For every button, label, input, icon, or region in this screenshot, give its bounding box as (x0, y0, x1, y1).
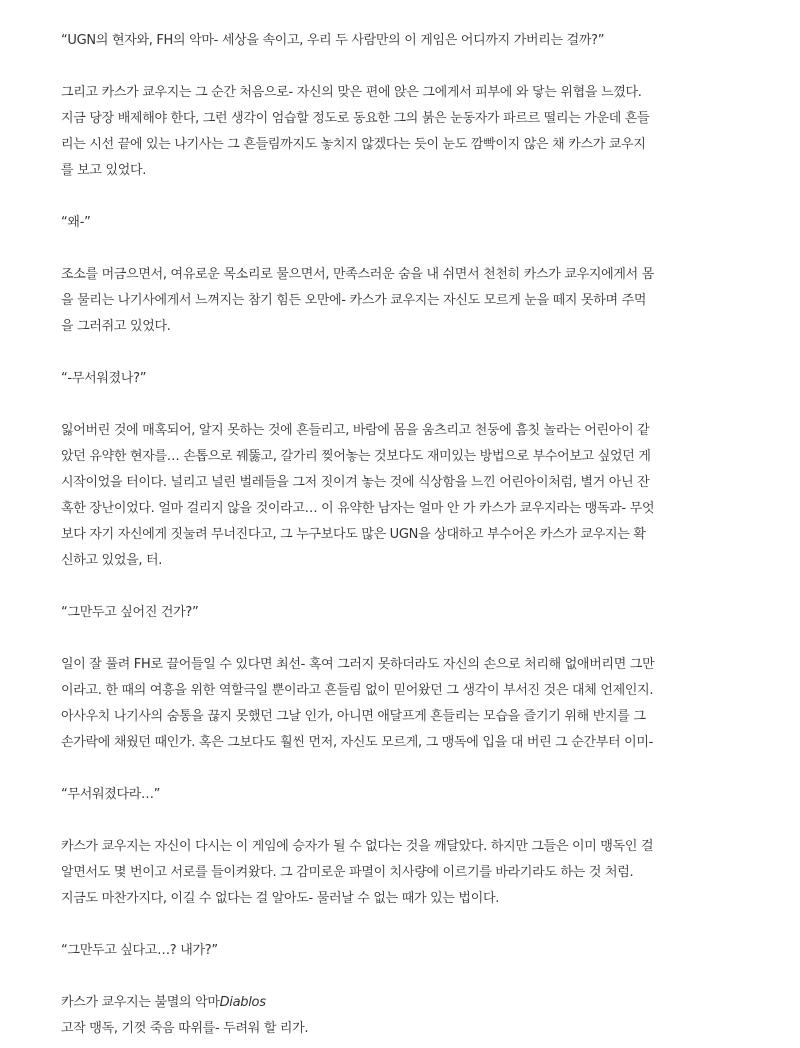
paragraph-5 (61, 366, 760, 392)
text-line: 시작이었을 터이다. 널리고 널린 벌레들을 그저 짓이겨 놓는 것에 식상함을 느낀 어린아이처럼, 별거 아닌 잔 (61, 475, 650, 490)
paragraph-8 (61, 652, 760, 756)
text-line: “그만두고 싶어진 건가?” (61, 605, 199, 620)
text-line: 카스가 쿄우지는 자신이 다시는 이 게임에 승자가 될 수 없다는 것을 깨달았다. 하지만 그들은 이미 맹독인 걸 (61, 839, 654, 854)
text-line: 지금 당장 배제해야 한다, 그런 생각이 엄습할 정도로 동요한 그의 붉은 눈동자가 파르르 떨리는 가운데 흔들 (61, 111, 650, 126)
text-line: 을 물리는 나기사에게서 느껴지는 참기 힘든 오만에- 카스가 쿄우지는 자신도 모르게 눈을 떼지 못하며 주먹 (61, 293, 647, 308)
text-line: 고작 맹독, 기껏 죽음 따위를- 두려워 할 리가. (61, 1021, 309, 1036)
text-line: “무서워졌다라…” (61, 787, 161, 802)
text-line: “왜-” (61, 215, 91, 230)
paragraph-1 (61, 28, 760, 54)
paragraph-12 (61, 990, 760, 1042)
text-line: 일이 잘 풀려 FH로 끌어들일 수 있다면 최선- 혹여 그러지 못하더라도 자신의 손으로 처리해 없애버리면 그만 (61, 657, 655, 672)
text-line: “UGN의 현자와, FH의 악마- 세상을 속이고, 우리 두 사람만의 이 게임은 어디까지 가버리는 걸까?” (61, 33, 605, 48)
text-line: 이라고. 한 때의 여흥을 위한 역할극일 뿐이라고 흔들림 없이 믿어왔던 그 생각이 부서진 것은 대체 언제인지. (61, 683, 654, 698)
text-line: 아사우치 나기사의 숨통을 끊지 못했던 그날 인가, 아니면 애달프게 흔들리는 모습을 즐기기 위해 반지를 그 (61, 709, 646, 724)
text-line: 알면서도 몇 번이고 서로를 들이켜왔다. 그 감미로운 파멸이 치사량에 이르기를 바라기라도 하는 것 처럼. (61, 865, 634, 880)
paragraph-3 (61, 210, 760, 236)
text-line: 를 보고 있었다. (61, 163, 147, 178)
text-line: 을 그러쥐고 있었다. (61, 319, 171, 334)
text-line: “그만두고 싶다고…? 내가?” (61, 943, 218, 958)
paragraph-2 (61, 80, 760, 184)
text-line: “-무서워졌나?” (61, 371, 147, 386)
paragraph-11 (61, 938, 760, 964)
text-line: 지금도 마찬가지다, 이길 수 없다는 걸 알아도- 물러날 수 없는 때가 있는 법이다. (61, 891, 500, 906)
paragraph-9 (61, 782, 760, 808)
text-line: 리는 시선 끝에 있는 나기사는 그 흔들림까지도 놓치지 않겠다는 듯이 눈도 깜빡이지 않은 채 카스가 쿄우지 (61, 137, 646, 152)
text-line: 손가락에 채웠던 때인가. 혹은 그보다도 훨씬 먼저, 자신도 모르게, 그 맹독에 입을 대 버린 그 순간부터 이미- (61, 735, 654, 750)
text-segment: 카스가 쿄우지는 불멸의 악마 (61, 995, 220, 1010)
text-line (61, 990, 760, 1016)
paragraph-10 (61, 834, 760, 912)
text-line: 보다 자기 자신에게 짓눌려 무너진다고, 그 누구보다도 많은 UGN을 상대하고 부수어온 카스가 쿄우지는 확 (61, 527, 646, 542)
paragraph-6 (61, 418, 760, 574)
text-line: 신하고 있었을, 터. (61, 553, 163, 568)
text-line: 았던 유약한 현자를… 손톱으로 꿰뚫고, 갈가리 찢어놓는 것보다도 재미있는 방법으로 부수어보고 싶었던 게 (61, 449, 651, 464)
text-line: 잃어버린 것에 매혹되어, 알지 못하는 것에 흔들리고, 바람에 몸을 움츠리고 천둥에 흠칫 놀라는 어린아이 같 (61, 423, 650, 438)
paragraph-7 (61, 600, 760, 626)
diablos-ruby: Diablos (219, 995, 266, 1010)
text-line: 조소를 머금으면서, 여유로운 목소리로 물으면서, 만족스러운 숨을 내 쉬면서 천천히 카스가 쿄우지에게서 몸 (61, 267, 655, 282)
text-line: 그리고 카스가 쿄우지는 그 순간 처음으로- 자신의 맞은 편에 앉은 그에게서 피부에 와 닿는 위협을 느꼈다. (61, 85, 642, 100)
paragraph-4 (61, 262, 760, 340)
text-line: 혹한 장난이었다. 얼마 걸리지 않을 것이라고… 이 유약한 남자는 얼마 안 가 카스가 쿄우지라는 맹독과- 무엇 (61, 501, 655, 516)
